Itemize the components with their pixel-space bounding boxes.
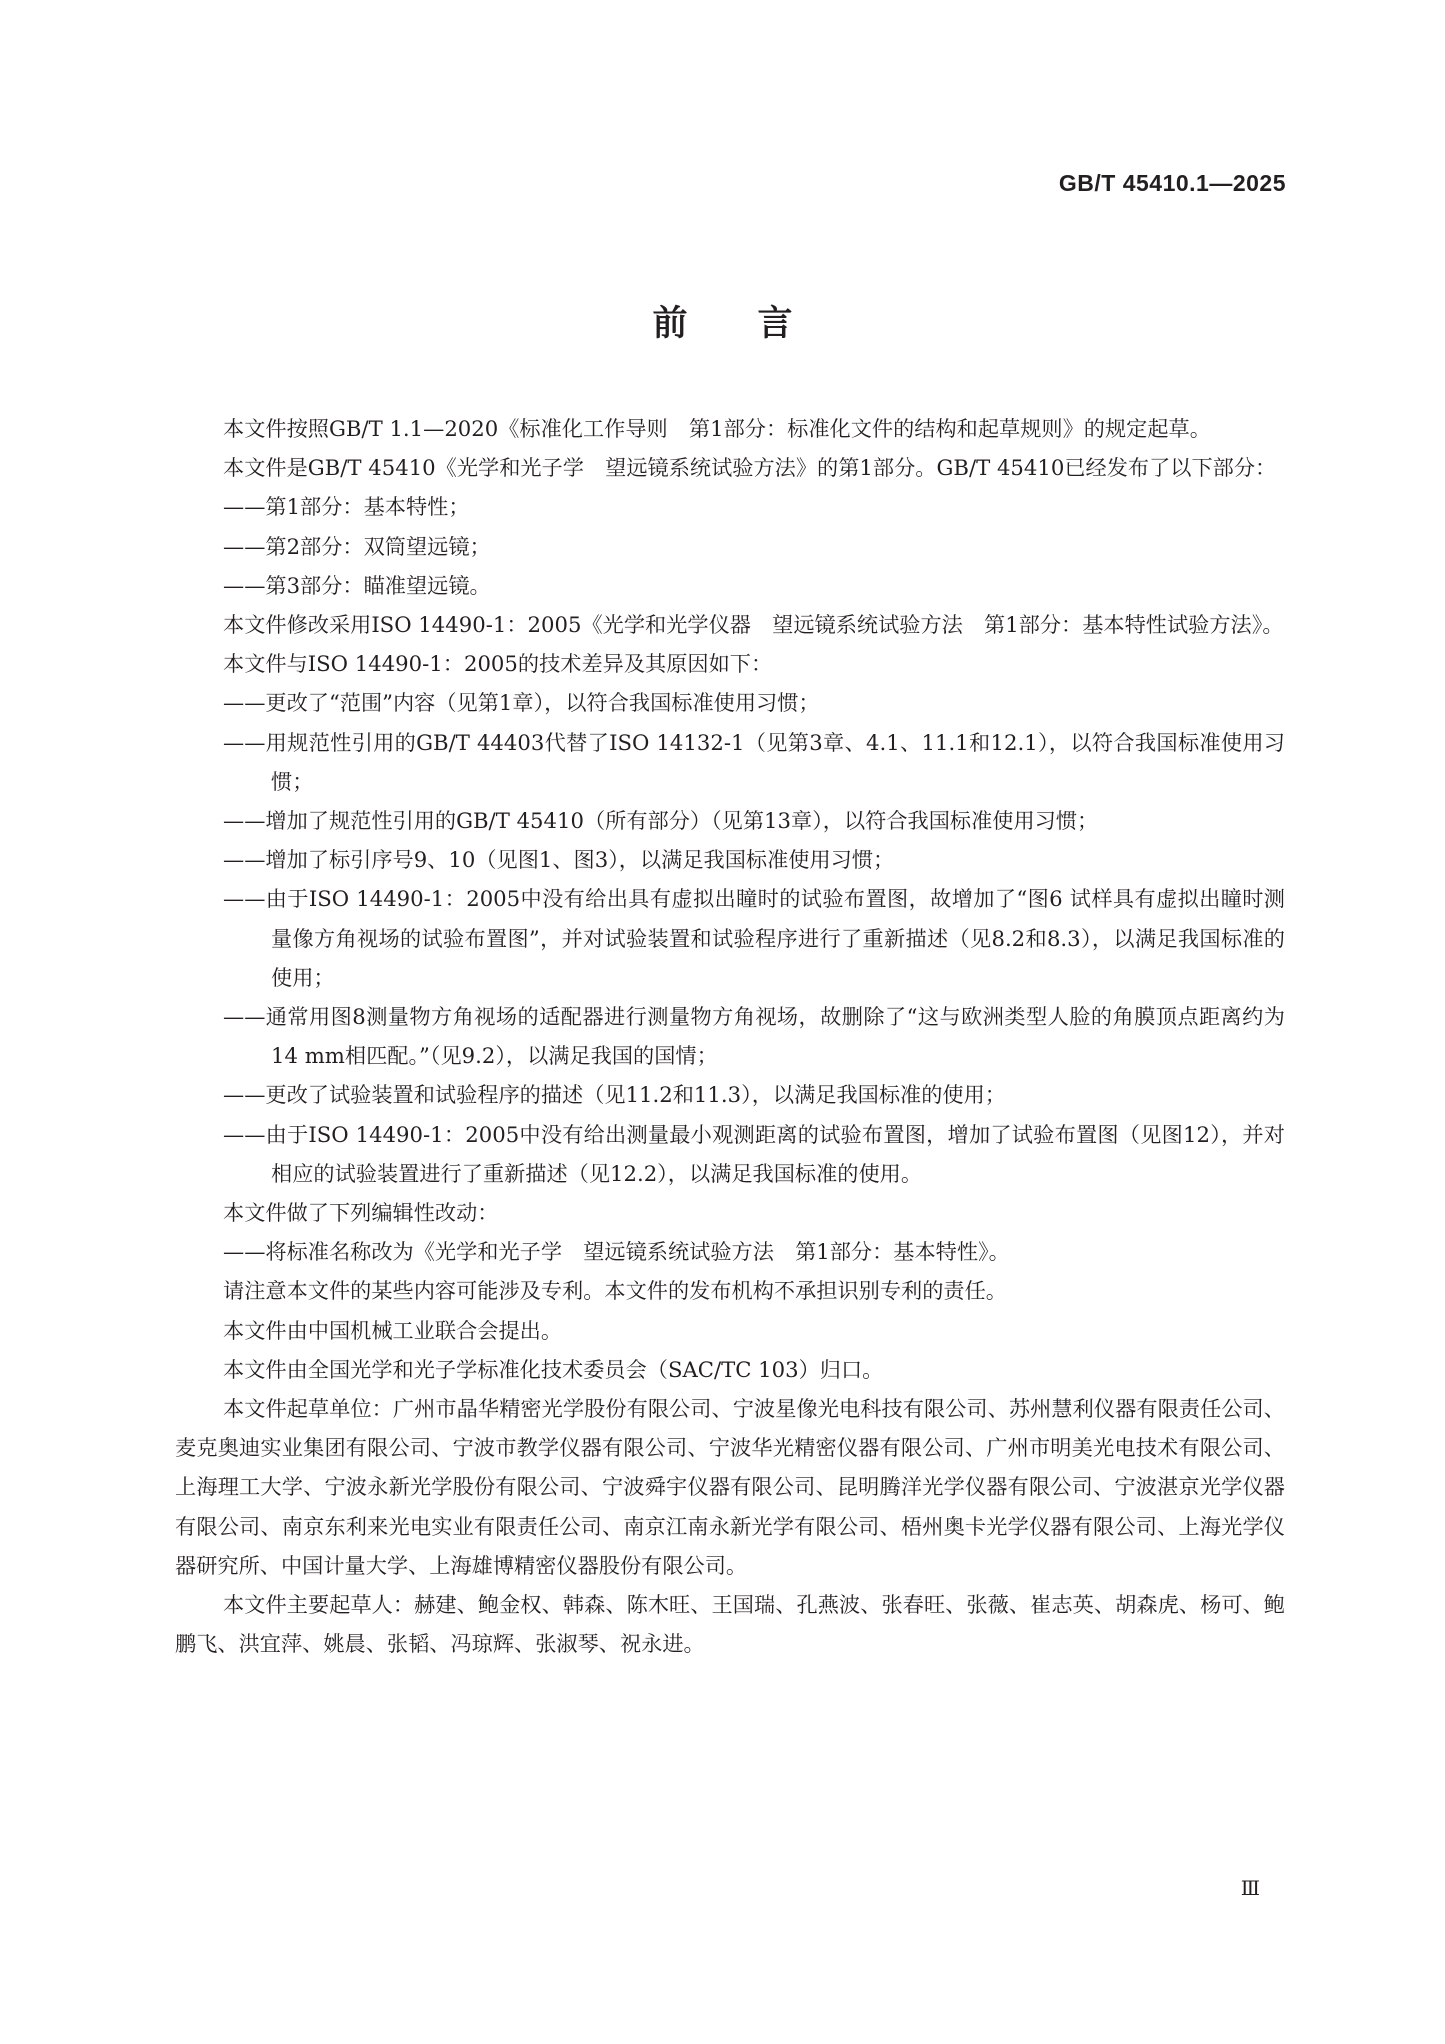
- paragraph: 本文件由全国光学和光子学标准化技术委员会（SAC/TC 103）归口。: [223, 1356, 884, 1382]
- list-item: ——第2部分：双筒望远镜；: [223, 533, 491, 559]
- page-number: Ⅲ: [1240, 1876, 1260, 1900]
- page-title: [0, 296, 1445, 346]
- list-item: ——由于ISO 14490-1：2005中没有给出具有虚拟出瞳时的试验布置图，故增加了“图6 试样具有虚拟出瞳时测量像方角视场的试验布置图”，并对试验装置和试验程序进行了重新描述（见8.2和8.3），以满足我国标准的使用；: [223, 886, 1285, 990]
- list-item: ——将标准名称改为《光学和光子学 望远镜系统试验方法 第1部分：基本特性》。: [223, 1239, 1010, 1265]
- paragraph: 本文件按照GB/T 1.1—2020《标准化工作导则 第1部分：标准化文件的结构和起草规则》的规定起草。: [223, 416, 1211, 441]
- list-item: ——更改了“范围”内容（见第1章），以符合我国标准使用习惯；: [223, 690, 820, 716]
- paragraph: 本文件与ISO 14490-1：2005的技术差异及其原因如下：: [223, 651, 773, 677]
- paragraph: 本文件修改采用ISO 14490-1：2005《光学和光学仪器 望远镜系统试验方法 第1部分：基本特性试验方法》。: [223, 612, 1284, 638]
- paragraph: 本文件是GB/T 45410《光学和光子学 望远镜系统试验方法》的第1部分。GB/T 45410已经发布了以下部分：: [223, 455, 1277, 481]
- paragraph: 请注意本文件的某些内容可能涉及专利。本文件的发布机构不承担识别专利的责任。: [223, 1278, 1007, 1304]
- paragraph: 本文件做了下列编辑性改动：: [223, 1200, 499, 1226]
- list-item: ——用规范性引用的GB/T 44403代替了ISO 14132-1（见第3章、4.1、11.1和12.1），以符合我国标准使用习惯；: [223, 729, 1285, 794]
- list-item: ——第3部分：瞄准望远镜。: [223, 572, 491, 598]
- paragraph: 本文件由中国机械工业联合会提出。: [223, 1317, 563, 1343]
- list-item: ——增加了规范性引用的GB/T 45410（所有部分）（见第13章），以符合我国标准使用习惯；: [223, 808, 1099, 834]
- list-item: ——第1部分：基本特性；: [223, 494, 470, 520]
- title-char-1: 前: [652, 304, 688, 344]
- list-item: ——更改了试验装置和试验程序的描述（见11.2和11.3），以满足我国标准的使用；: [223, 1082, 1006, 1108]
- foreword-body: [175, 409, 1285, 1664]
- list-item: ——通常用图8测量物方角视场的适配器进行测量物方角视场，故删除了“这与欧洲类型人脸的角膜顶点距离约为14 mm相匹配。”（见9.2），以满足我国的国情；: [223, 1004, 1285, 1069]
- list-item: ——由于ISO 14490-1：2005中没有给出测量最小观测距离的试验布置图，增加了试验布置图（见图12），并对相应的试验装置进行了重新描述（见12.2），以满足我国标准的使用。: [223, 1121, 1285, 1186]
- paragraph: 本文件主要起草人：赫建、鲍金权、韩森、陈木旺、王国瑞、孔燕波、张春旺、张薇、崔志英、胡森虎、杨可、鲍鹏飞、洪宜萍、姚晨、张韬、冯琼辉、张淑琴、祝永进。: [175, 1592, 1285, 1657]
- paragraph: 本文件起草单位：广州市晶华精密光学股份有限公司、宁波星像光电科技有限公司、苏州慧利仪器有限责任公司、麦克奥迪实业集团有限公司、宁波市教学仪器有限公司、宁波华光精密仪器有限公司、广州市明美光电技术有限公司、上海理工大学、宁波永新光学股份有限公司、宁波舜宇仪器有限公司、昆明腾洋光学仪器有限公司、宁波湛京光学仪器有限公司、南京东利来光电实业有限责任公司、南京江南永新光学有限公司、梧州奥卡光学仪器有限公司、上海光学仪器研究所、中国计量大学、上海雄博精密仪器股份有限公司。: [175, 1396, 1285, 1578]
- standard-number: GB/T 45410.1—2025: [1058, 170, 1286, 196]
- list-item: ——增加了标引序号9、10（见图1、图3），以满足我国标准使用习惯；: [223, 847, 895, 873]
- title-char-2: 言: [757, 304, 793, 344]
